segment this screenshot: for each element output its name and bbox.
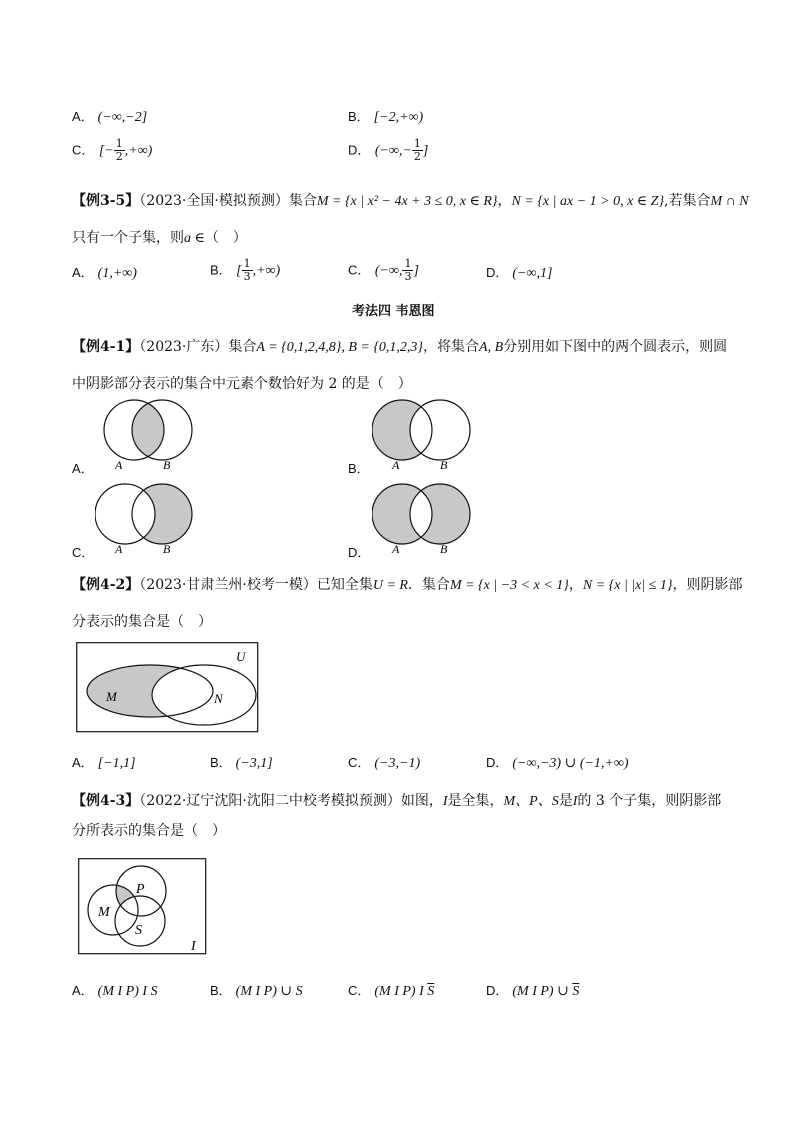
q35-option-a: A． (1,+∞) [72,265,137,281]
set-m-label: M [98,905,110,920]
q41-option-a-label: A． [72,461,94,476]
q42-venn-figure [76,642,260,734]
venn-label-a: A [392,458,400,470]
q41-option-a-venn [95,398,195,470]
q42-stem-line1: 【例4-2】（2023·甘肃兰州·校考一模）已知全集U = R．集合M = {x | −3 < x < 1}，N = {x | |x| ≤ 1}，则阴影部 [72,577,743,593]
q43-option-c: C． (M I P) I $\overline{S}$ [348,983,435,999]
venn-label-b: B [440,458,448,470]
section-title: 考法四 韦恩图 [352,304,435,319]
universe-label: U [236,649,246,664]
q35-option-d: D． (−∞,1] [486,265,553,281]
q35-option-c: C． (−∞, $\frac{1}{3}$ ] [348,257,419,283]
venn-label-a: A [115,458,123,470]
set-m-label: M [106,689,117,704]
prev-option-b: B． [−2,+∞) [348,109,424,125]
q41-stem-line1: 【例4-1】（2023·广东）集合A = {0,1,2,4,8}, B = {0,1,2,3}，将集合A, B分别用如下图中的两个圆表示，则圆 [72,339,728,355]
venn-label-b: B [440,542,448,554]
q42-option-c: C． (−3,−1) [348,755,421,771]
q35-option-b: B． [ $\frac{1}{3}$ ,+∞) [210,257,281,283]
q43-option-d: D． (M I P) ∪ $\overline{S}$ [486,983,580,999]
prev-option-d: D． (−∞,− $\frac{1}{2}$ ] [348,137,429,163]
q41-option-c-venn [95,482,195,554]
prev-option-c: C． [− $\frac{1}{2}$ ,+∞) [72,137,153,163]
q41-stem-line2: 中阴影部分表示的集合中元素个数恰好为 2 的是（ ） [72,376,412,392]
q35-stem-line2: 只有一个子集，则a ∈（ ） [72,230,247,246]
q42-stem-line2: 分表示的集合是（ ） [72,614,212,630]
q43-stem-line1: 【例4-3】（2022·辽宁沈阳·沈阳二中校考模拟预测）如图，I是全集，M、P、S是I的 3 个子集，则阴影部 [72,793,722,809]
q41-option-b-label: B． [348,461,370,476]
q43-option-a: A． (M I P) I S [72,983,158,999]
q41-option-b-venn [372,398,472,470]
prev-option-a: A． (−∞,−2] [72,109,148,125]
venn-label-b: B [163,458,171,470]
q43-venn-figure [78,858,208,956]
universe-label: I [191,939,196,954]
set-s-label: S [135,923,142,938]
q41-option-c-label: C． [72,545,95,560]
set-n-label: N [214,691,223,706]
q42-option-d: D． (−∞,−3) ∪ (−1,+∞) [486,755,629,771]
q41-option-d-venn [372,482,472,554]
venn-label-b: B [163,542,171,554]
q43-stem-line2: 分所表示的集合是（ ） [72,823,226,839]
q35-stem-line1: 【例3-5】（2023·全国·模拟预测）集合M = {x | x² − 4x + 3 ≤ 0, x ∈ R}，N = {x | ax − 1 > 0, x ∈ Z},若集合M ∩ N [72,193,749,209]
q41-option-d-label: D． [348,545,371,560]
q42-option-a: A． [−1,1] [72,755,136,771]
q43-option-b: B． (M I P) ∪ S [210,983,303,999]
venn-label-a: A [115,542,123,554]
set-p-label: P [136,882,145,897]
q42-option-b: B． (−3,1] [210,755,273,771]
venn-label-a: A [392,542,400,554]
